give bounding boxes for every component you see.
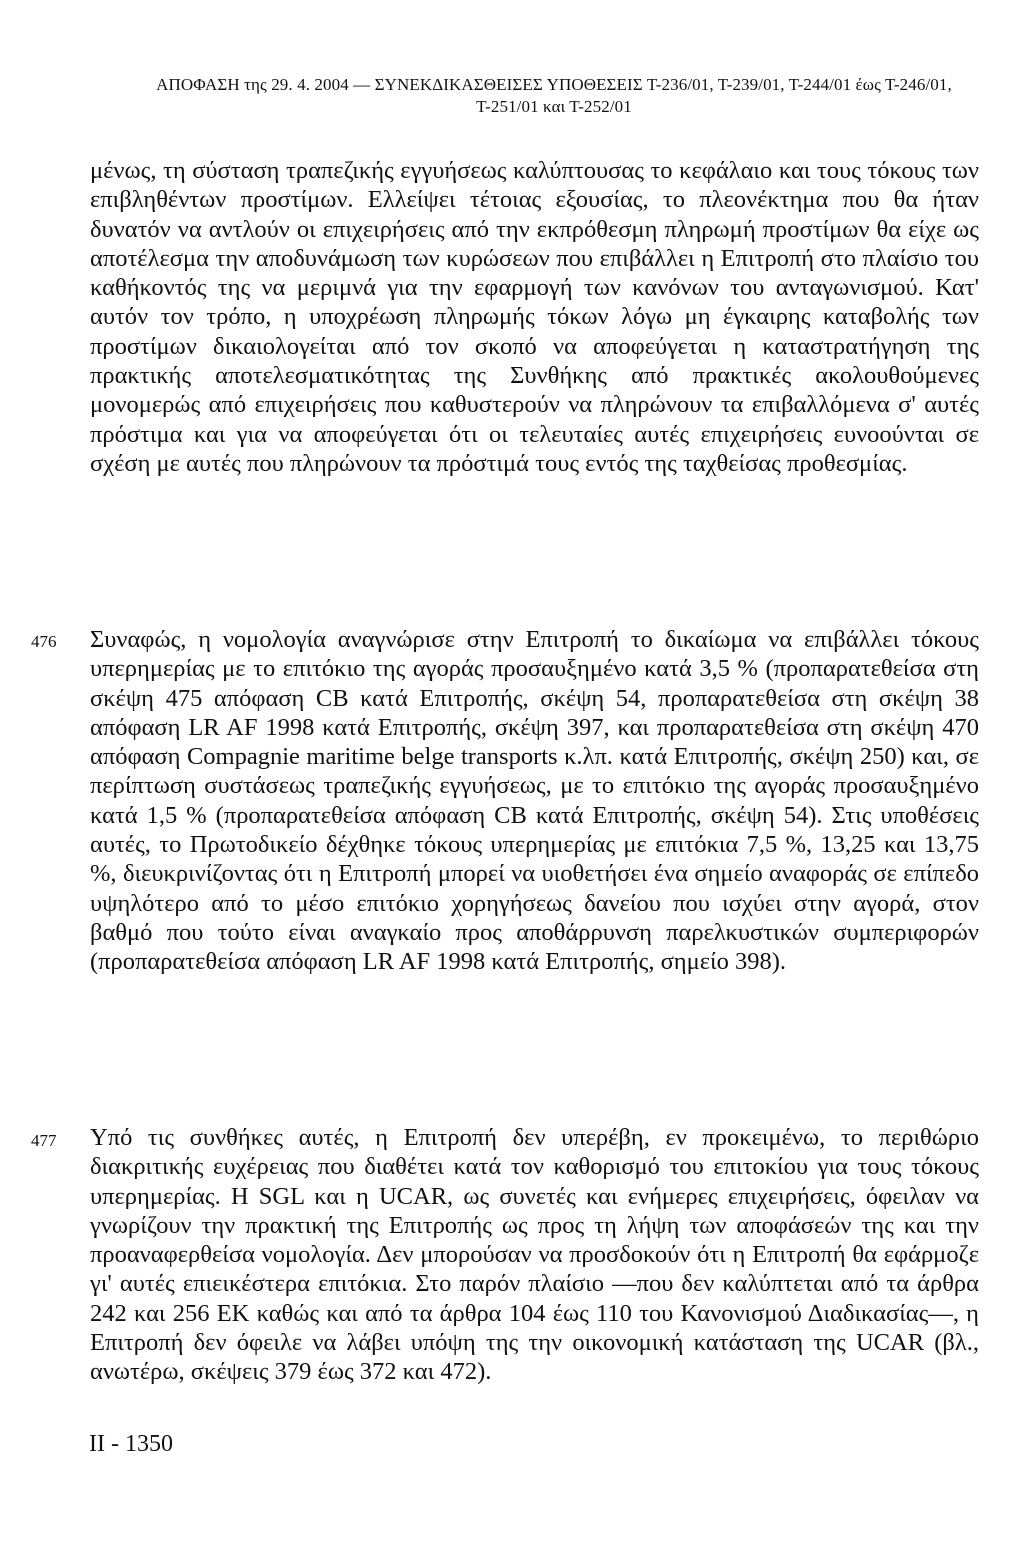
paragraph-476: Συναφώς, η νομολογία αναγνώρισε στην Επιτροπή το δικαίωμα να επιβάλλει τόκους υπερημερίας με το επιτόκιο της αγοράς προσαυξημένο κατά 3,5 % (προπαρατεθείσα στη σκέψη 475 απόφαση CB κατά Επιτροπής, σκέψη 54, προπαρατεθείσα στη σκέψη 38 απόφαση LR AF 1998 κατά Επιτροπής, σκέψη 397, και προπαρατεθείσα στη σκέψη 470 απόφαση Compagnie maritime belge transports κ.λπ. κατά Επιτροπής, σκέψη 250) και, σε περίπτωση συστάσεως τραπεζικής εγγυήσεως, με το επιτόκιο της αγοράς προσαυξημένο κατά 1,5 % (προπαρατεθείσα απόφαση CB κατά Επιτροπής, σκέψη 54). Στις υποθέσεις αυτές, το Πρωτοδικείο δέχθηκε τόκους υπερημερίας με επιτόκια 7,5 %, 13,25 και 13,75 %, διευκρινίζοντας ότι η Επιτροπή μπορεί να υιοθετήσει ένα σημείο αναφοράς σε επίπεδο υψηλότερο από το μέσο επιτόκιο χορηγήσεως δανείου που ισχύει στην αγορά, στον βαθμό που τούτο είναι αναγκαίο προς αποθάρρυνση παρελκυστικών συμπεριφορών (προπαρατεθείσα απόφαση LR AF 1998 κατά Επιτροπής, σημείο 398).	[90, 626, 979, 976]
paragraph-477: Υπό τις συνθήκες αυτές, η Επιτροπή δεν υπερέβη, εν προκειμένω, το περιθώριο διακριτικής ευχέρειας που διαθέτει κατά τον καθορισμό του επιτοκίου για τους τόκους υπερημερίας. Η SGL και η UCAR, ως συνετές και ενήμερες επιχειρήσεις, όφειλαν να γνωρίζουν την πρακτική της Επιτροπής ως προς τη λήψη των αποφάσεών της και την προαναφερθείσα νομολογία. Δεν μπορούσαν να προσδοκούν ότι η Επιτροπή θα εφάρμοζε γι' αυτές επιεικέστερα επιτόκια. Στο παρόν πλαίσιο —που δεν καλύπτεται από τα άρθρα 242 και 256 ΕΚ καθώς και από τα άρθρα 104 έως 110 του Κανονισμού Διαδικασίας—, η Επιτροπή δεν όφειλε να λάβει υπόψη της την οικονομική κατάσταση της UCAR (βλ., ανωτέρω, σκέψεις 379 έως 372 και 472).	[90, 1124, 979, 1386]
header-line-1: ΑΠΟΦΑΣΗ της 29. 4. 2004 — ΣΥΝΕΚΔΙΚΑΣΘΕΙΣΕΣ ΥΠΟΘΕΣΕΙΣ Τ-236/01, Τ-239/01, Τ-244/01 έως Τ-246/01,	[156, 75, 952, 94]
paragraph-number-477: 477	[31, 1131, 57, 1150]
paragraph-number-476: 476	[31, 632, 57, 651]
header-line-2: Τ-251/01 και Τ-252/01	[476, 97, 632, 116]
page-number: II - 1350	[89, 1431, 173, 1457]
running-header	[108, 74, 1000, 118]
paragraph-continued: μένως, τη σύσταση τραπεζικής εγγυήσεως καλύπτουσας το κεφάλαιο και τους τόκους των επιβληθέντων προστίμων. Ελλείψει τέτοιας εξουσίας, το πλεονέκτημα που θα ήταν δυνατόν να αντλούν οι επιχειρήσεις από την εκπρόθεσμη πληρωμή προστίμων θα είχε ως αποτέλεσμα την αποδυνάμωση των κυρώσεων που επιβάλλει η Επιτροπή στο πλαίσιο του καθήκοντός της να μεριμνά για την εφαρμογή των κανόνων του ανταγωνισμού. Κατ' αυτόν τον τρόπο, η υποχρέωση πληρωμής τόκων λόγω μη έγκαιρης καταβολής των προστίμων δικαιολογείται από τον σκοπό να αποφεύγεται η καταστρατήγηση της πρακτικής αποτελεσματικότητας της Συνθήκης από πρακτικές ακολουθούμενες μονομερώς από επιχειρήσεις που καθυστερούν να πληρώνουν τα επιβαλλόμενα σ' αυτές πρόστιμα και για να αποφεύγεται ότι οι τελευταίες αυτές επιχειρήσεις ευνοούνται σε σχέση με αυτές που πληρώνουν τα πρόστιμά τους εντός της ταχθείσας προθεσμίας.	[90, 157, 979, 477]
